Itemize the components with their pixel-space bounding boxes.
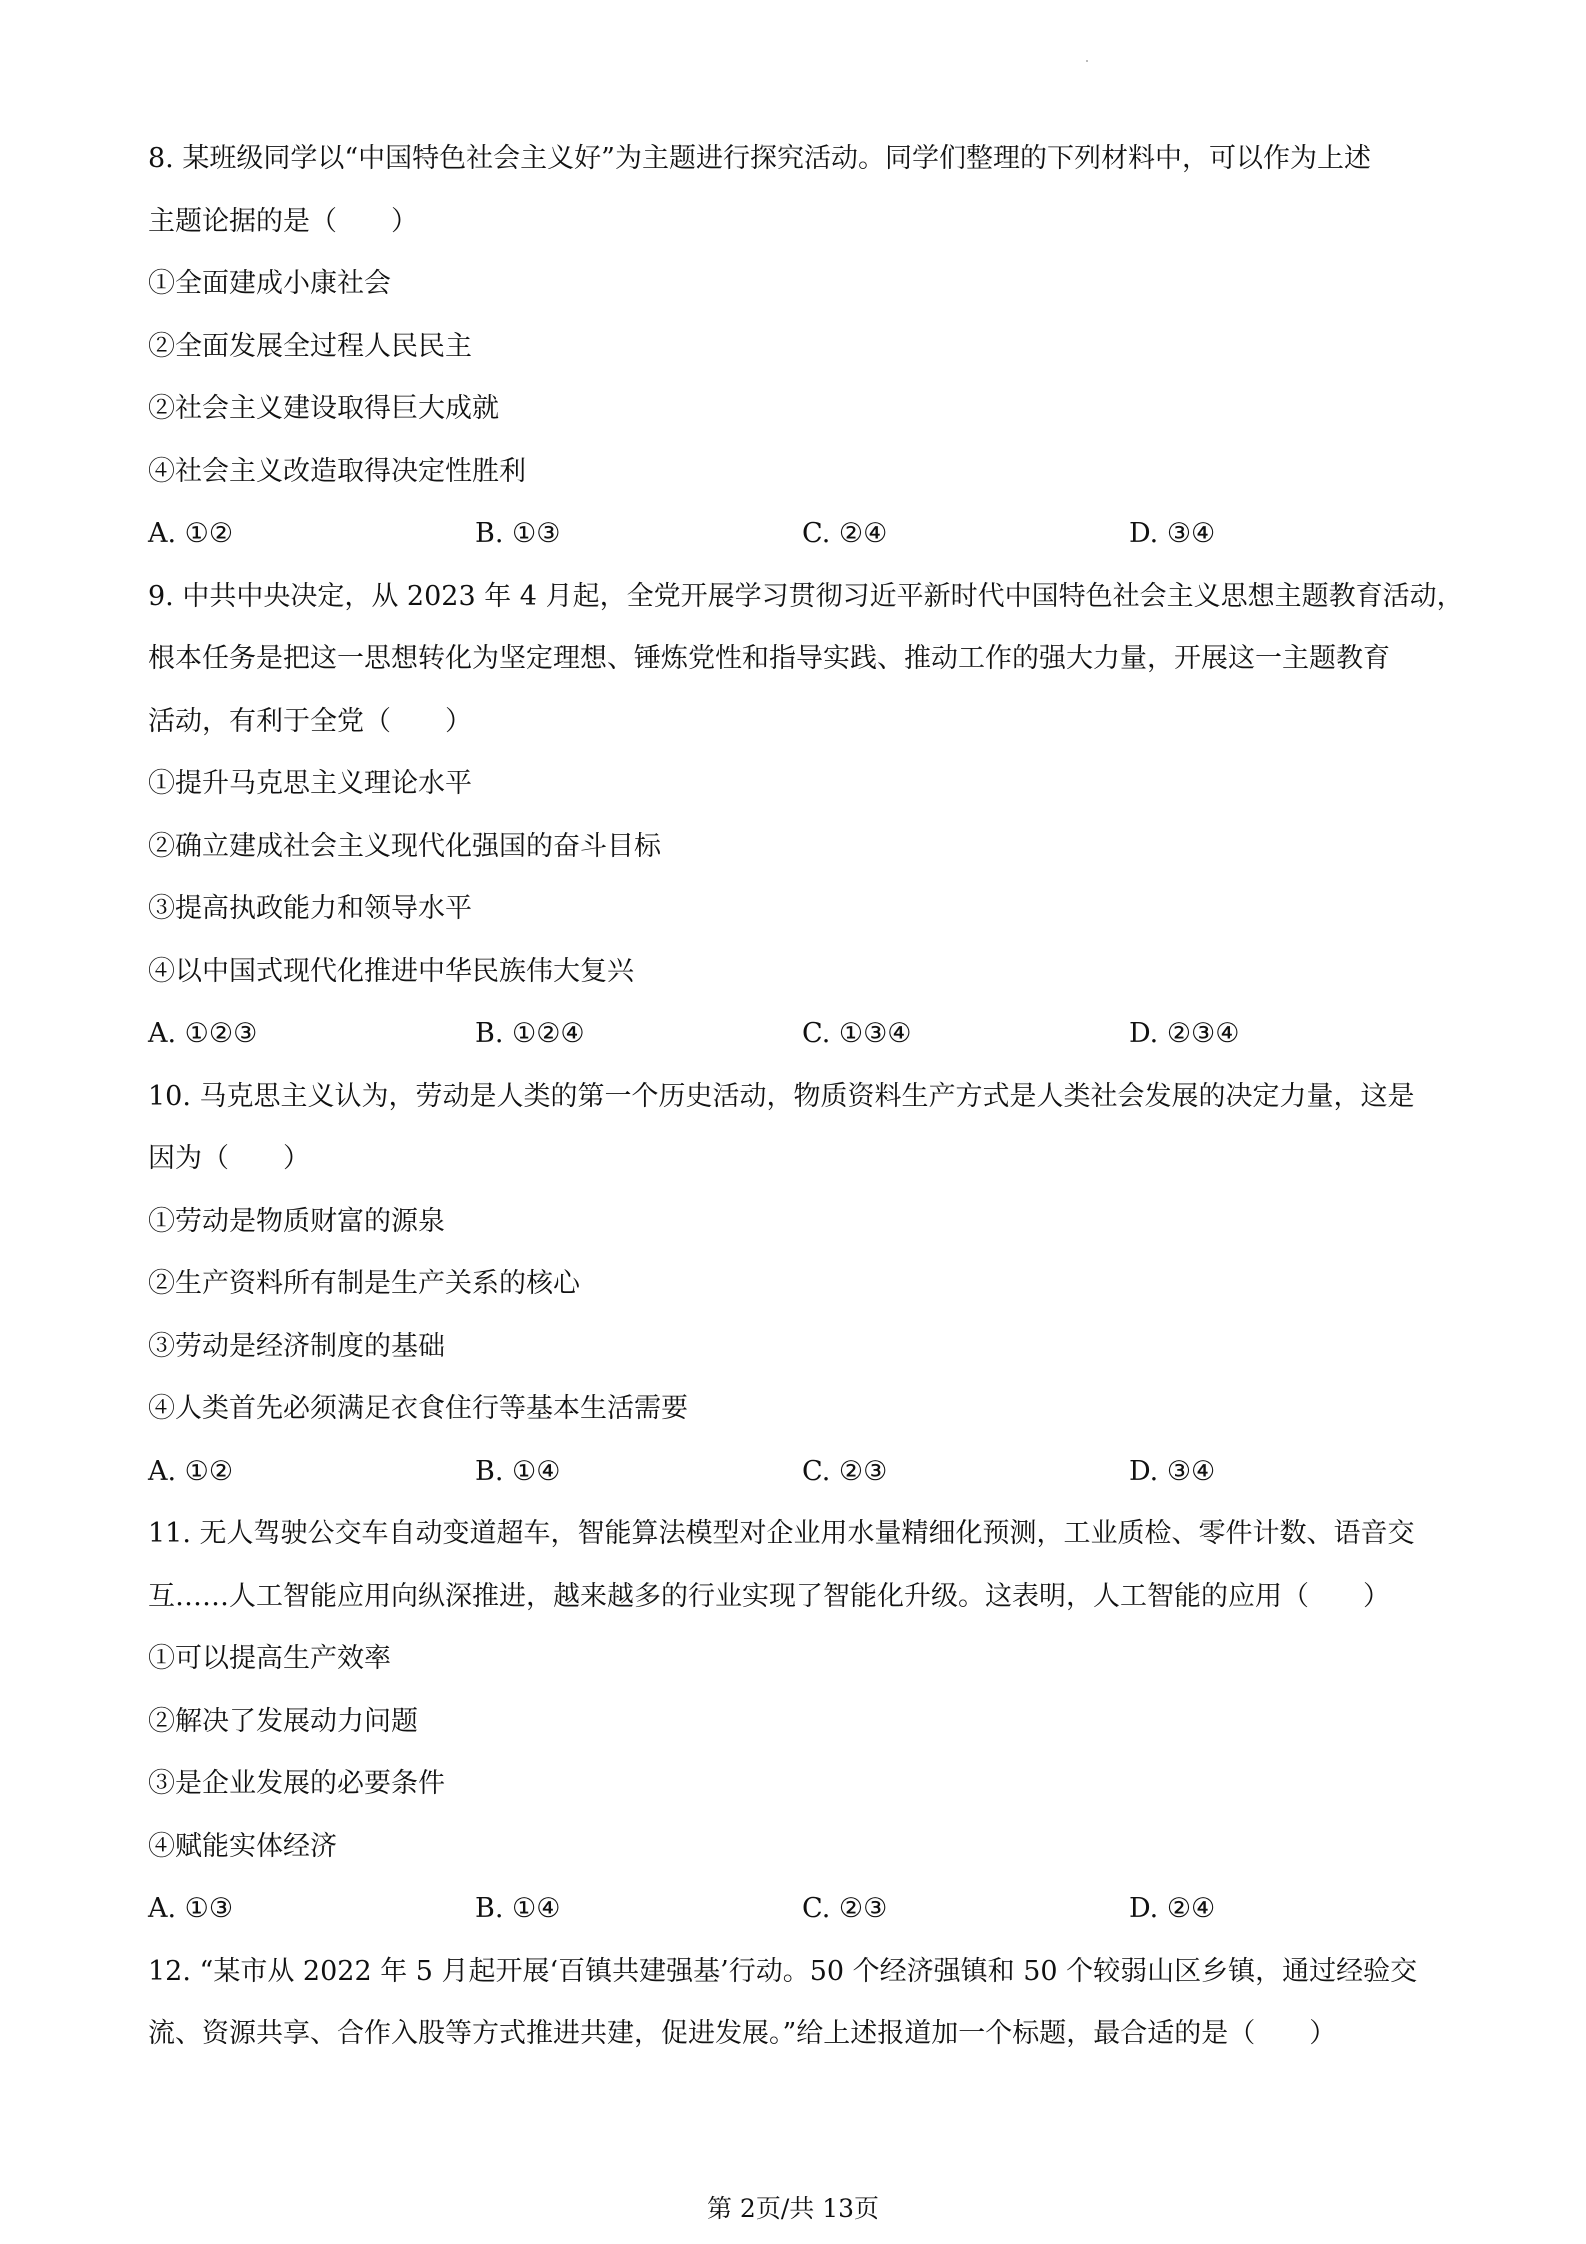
statement-item: ①劳动是物质财富的源泉 (148, 1205, 445, 1237)
question-stem-line: 根本任务是把这一思想转化为坚定理想、锤炼党性和指导实践、推动工作的强大力量，开展这一主题教育 (148, 643, 1390, 674)
statement-item: ③是企业发展的必要条件 (148, 1768, 445, 1799)
option-b: B. ①③ (475, 518, 561, 549)
statement-item: ①可以提高生产效率 (148, 1643, 391, 1674)
question-stem-line: 8. 某班级同学以“中国特色社会主义好”为主题进行探究活动。同学们整理的下列材料中，可以作为上述 (148, 143, 1371, 174)
statement-item: ②社会主义建设取得巨大成就 (148, 393, 499, 424)
option-c: C. ②③ (802, 1893, 888, 1924)
option-b: B. ①②④ (475, 1018, 585, 1049)
question-stem-line: 12. “某市从 2022 年 5 月起开展‘百镇共建强基’行动。50 个经济强镇和 50 个较弱山区乡镇，通过经验交 (148, 1955, 1418, 1987)
question-stem-line: 流、资源共享、合作入股等方式推进共建，促进发展。”给上述报道加一个标题，最合适的是（ ） (148, 2018, 1337, 2049)
statement-item: ①全面建成小康社会 (148, 268, 391, 299)
option-a: A. ①② (148, 518, 234, 549)
option-a: A. ①③ (148, 1893, 234, 1924)
page-number-footer: 第 2页/共 13页 (706, 2194, 880, 2223)
question-stem-line: 11. 无人驾驶公交车自动变道超车，智能算法模型对企业用水量精细化预测，工业质检、零件计数、语音交 (148, 1518, 1415, 1549)
statement-item: ④赋能实体经济 (148, 1830, 337, 1862)
scan-speck (1086, 60, 1088, 62)
statement-item: ③提高执政能力和领导水平 (148, 893, 472, 924)
statement-item: ④人类首先必须满足衣食住行等基本生活需要 (148, 1393, 688, 1424)
option-c: C. ②③ (802, 1455, 888, 1487)
question-list (148, 128, 1464, 2066)
statement-item: ②全面发展全过程人民民主 (148, 330, 472, 362)
statement-item: ②确立建成社会主义现代化强国的奋斗目标 (148, 830, 661, 862)
option-a: A. ①② (148, 1455, 234, 1487)
answer-options (148, 503, 1458, 566)
question-11 (148, 1503, 1458, 1941)
statement-item: ①提升马克思主义理论水平 (148, 768, 472, 799)
option-b: B. ①④ (475, 1455, 561, 1487)
question-stem-line: 因为（ ） (148, 1143, 310, 1174)
answer-options (148, 1878, 1458, 1941)
question-stem-line: 主题论据的是（ ） (148, 205, 418, 237)
question-stem-line: 10. 马克思主义认为，劳动是人类的第一个历史活动，物质资料生产方式是人类社会发展的决定力量，这是 (148, 1080, 1415, 1112)
option-b: B. ①④ (475, 1893, 561, 1924)
question-stem-line: 互……人工智能应用向纵深推进，越来越多的行业实现了智能化升级。这表明，人工智能的应用（ ） (148, 1580, 1390, 1612)
statement-item: ④以中国式现代化推进中华民族伟大复兴 (148, 955, 634, 987)
option-d: D. ②④ (1129, 1893, 1216, 1924)
option-d: D. ②③④ (1129, 1018, 1240, 1049)
option-d: D. ③④ (1129, 1455, 1216, 1487)
statement-item: ②解决了发展动力问题 (148, 1705, 418, 1737)
question-9 (148, 566, 1464, 1066)
question-stem-line: 活动，有利于全党（ ） (148, 705, 472, 737)
statement-item: ④社会主义改造取得决定性胜利 (148, 455, 526, 487)
answer-options (148, 1441, 1458, 1504)
option-c: C. ①③④ (802, 1018, 912, 1049)
option-d: D. ③④ (1129, 518, 1216, 549)
answer-options (148, 1003, 1458, 1066)
question-12 (148, 1941, 1458, 2066)
statement-item: ②生产资料所有制是生产关系的核心 (148, 1268, 580, 1299)
question-stem-line: 9. 中共中央决定，从 2023 年 4 月起，全党开展学习贯彻习近平新时代中国特色社会主义思想主题教育活动， (148, 580, 1464, 612)
option-a: A. ①②③ (148, 1018, 258, 1049)
statement-item: ③劳动是经济制度的基础 (148, 1330, 445, 1362)
question-10 (148, 1066, 1458, 1504)
option-c: C. ②④ (802, 518, 888, 549)
question-8 (148, 128, 1458, 566)
